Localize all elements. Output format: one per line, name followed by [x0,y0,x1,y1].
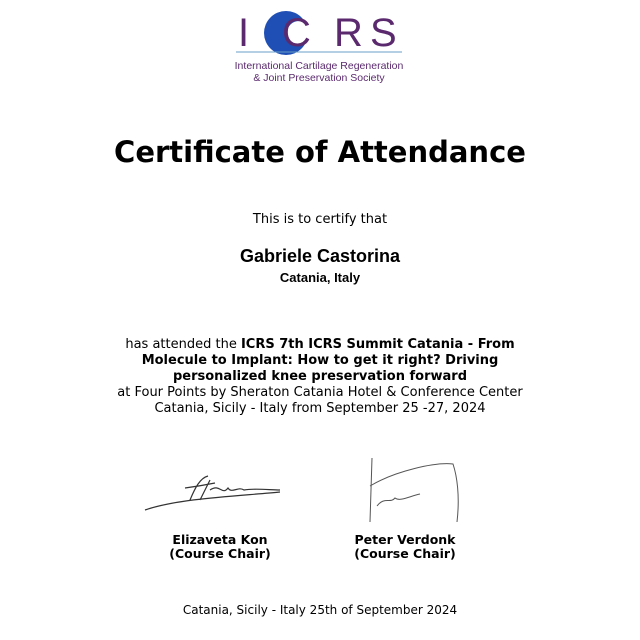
signatory-name: Elizaveta Kon [172,532,268,547]
signatory-name: Peter Verdonk [354,532,456,547]
svg-text:S: S [370,11,397,55]
event-title-line1: ICRS 7th ICRS Summit Catania - From [240,337,515,352]
signatory-verdonk [325,533,485,561]
event-title-line3: personalized knee preservation forward [172,369,468,384]
signature-verdonk [365,456,465,526]
certificate-title: Certificate of Attendance [114,135,526,169]
venue: at Four Points by Sheraton Catania Hotel & Conference Center [117,385,523,400]
svg-text:I: I [238,11,250,55]
logo-subtitle-line1: International Cartilage Regeneration [234,60,404,72]
logo-subtitle-line2: & Joint Preservation Society [253,72,385,84]
signature-kon [140,468,285,518]
recipient-location: Catania, Italy [279,270,361,285]
svg-text:C: C [282,11,311,55]
svg-text:R: R [334,11,363,55]
attended-prefix: has attended the [125,337,241,352]
attendance-details [0,337,640,417]
icrs-logo [236,8,402,58]
logo-subtitle [226,60,412,84]
signatory-role: (Course Chair) [354,546,456,561]
certify-text: This is to certify that [252,212,388,227]
recipient-name: Gabriele Castorina [239,246,401,266]
signatory-role: (Course Chair) [169,546,271,561]
event-dates: Catania, Sicily - Italy from September 25 -27, 2024 [154,401,486,416]
event-title-line2: Molecule to Implant: How to get it right? Driving [141,353,499,368]
issue-place-date: Catania, Sicily - Italy 25th of September 2024 [182,603,458,617]
signatory-kon [140,533,300,561]
